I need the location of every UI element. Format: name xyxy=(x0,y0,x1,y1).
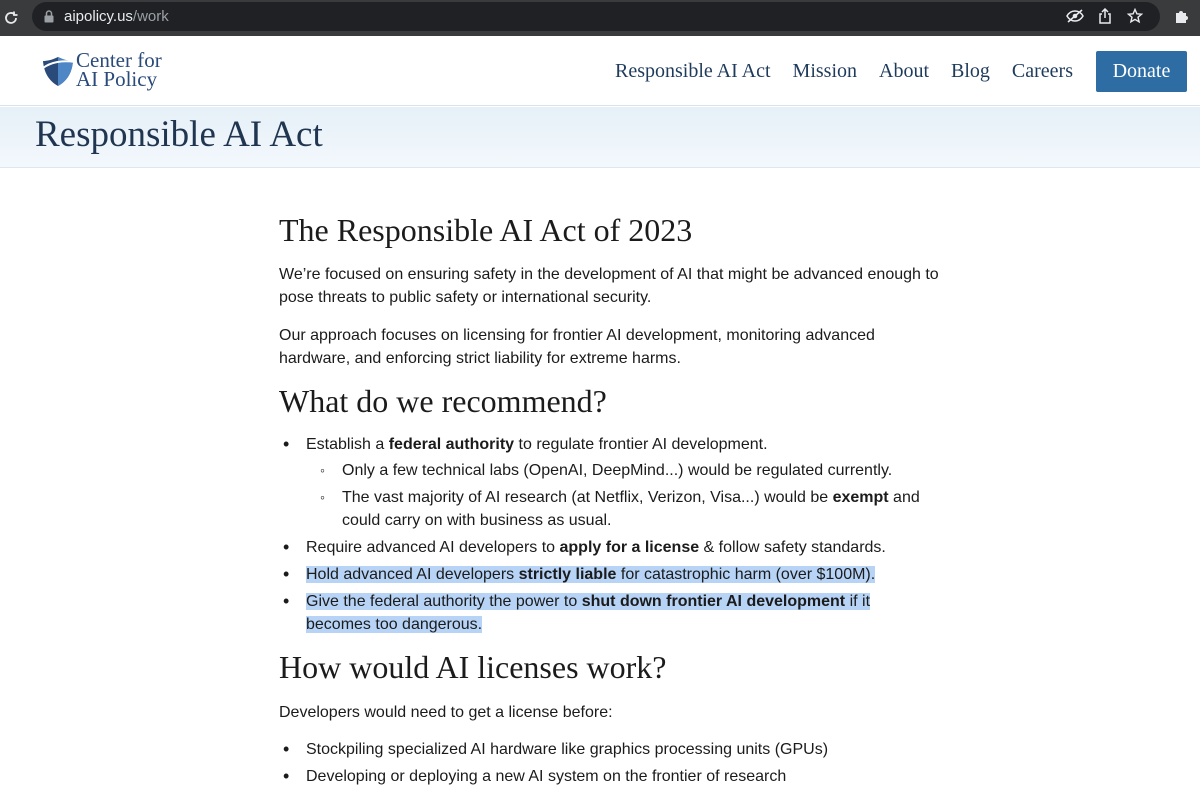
logo-line-1: Center for xyxy=(76,48,162,72)
lock-icon[interactable] xyxy=(42,9,56,25)
nav-careers[interactable]: Careers xyxy=(1011,60,1073,82)
list-item-bold: federal authority xyxy=(388,436,515,453)
url-path: /work xyxy=(132,8,169,25)
sub-list-item-bold: exempt xyxy=(832,489,889,506)
nav-blog[interactable]: Blog xyxy=(951,60,990,82)
list-item xyxy=(279,536,949,559)
share-icon[interactable] xyxy=(1096,7,1114,25)
list-item-text: Give the federal authority the power to xyxy=(306,593,582,610)
logo-text xyxy=(76,48,162,91)
approach-paragraph: Our approach focuses on licensing for frontier AI development, monitoring advanced hardware, and enforcing strict liability for extreme harms. xyxy=(279,327,875,367)
eye-slash-icon[interactable] xyxy=(1066,7,1084,25)
address-bar[interactable] xyxy=(32,2,1160,31)
browser-toolbar xyxy=(0,0,1200,36)
list-item-text: to regulate frontier AI development. xyxy=(514,436,768,453)
page-title: Responsible AI Act xyxy=(35,114,323,155)
list-item-bold: shut down frontier AI development xyxy=(581,593,846,610)
sub-list-item-text: The vast majority of AI research (at Netflix, Verizon, Visa...) would be xyxy=(342,489,833,506)
puzzle-icon[interactable] xyxy=(1172,6,1192,26)
sub-list xyxy=(306,459,949,532)
list-item-highlighted xyxy=(279,563,949,586)
selection-highlight xyxy=(306,593,870,633)
list-item-bold: strictly liable xyxy=(518,566,617,583)
sub-list-item-text: and could carry on with business as usual. xyxy=(342,489,920,529)
list-item xyxy=(279,433,949,532)
nav-mission[interactable]: Mission xyxy=(792,60,858,82)
main-nav xyxy=(593,51,1187,92)
site-logo[interactable] xyxy=(40,48,162,91)
section-heading-recommend: What do we recommend? xyxy=(279,383,607,419)
list-item: • Developing or deploying a new AI system on the frontier of research xyxy=(279,765,949,786)
intro-paragraph: We’re focused on ensuring safety in the development of AI that might be advanced enough to pose threats to public safety or international security. xyxy=(279,266,939,306)
list-item-text: & follow safety standards. xyxy=(699,539,886,556)
sub-list-item xyxy=(306,459,949,482)
selection-highlight xyxy=(306,566,875,583)
page-title-band xyxy=(0,107,1200,168)
site-header xyxy=(0,36,1200,106)
list-item-text: for catastrophic harm (over $100M). xyxy=(616,566,876,583)
reload-icon[interactable] xyxy=(0,7,22,29)
recommendation-list xyxy=(279,433,949,640)
sub-list-item xyxy=(306,486,949,532)
list-item-text: Hold advanced AI developers xyxy=(306,566,519,583)
section-heading-act: The Responsible AI Act of 2023 xyxy=(279,212,693,248)
list-item-highlighted xyxy=(279,590,929,636)
nav-responsible-ai-act[interactable]: Responsible AI Act xyxy=(615,60,771,82)
list-item-bold: apply for a license xyxy=(559,539,700,556)
list-item-text: if it becomes too dangerous. xyxy=(306,593,871,633)
star-icon[interactable] xyxy=(1126,7,1144,25)
donate-button[interactable]: Donate xyxy=(1096,51,1187,92)
url-domain: aipolicy.us xyxy=(64,8,133,25)
sub-list-item-text: Only a few technical labs (OpenAI, DeepMind...) would be regulated currently. xyxy=(342,462,893,479)
licenses-intro-paragraph: Developers would need to get a license before: xyxy=(279,704,613,721)
nav-about[interactable]: About xyxy=(879,60,930,82)
list-item: • Stockpiling specialized AI hardware like graphics processing units (GPUs) xyxy=(279,738,949,761)
shield-logo-icon xyxy=(40,54,76,90)
url-text xyxy=(64,8,169,25)
logo-line-2: AI Policy xyxy=(76,67,158,91)
section-heading-licenses: How would AI licenses work? xyxy=(279,649,667,685)
license-list xyxy=(279,738,949,786)
list-item-text: Require advanced AI developers to xyxy=(306,539,560,556)
list-item-text: Establish a xyxy=(306,436,389,453)
